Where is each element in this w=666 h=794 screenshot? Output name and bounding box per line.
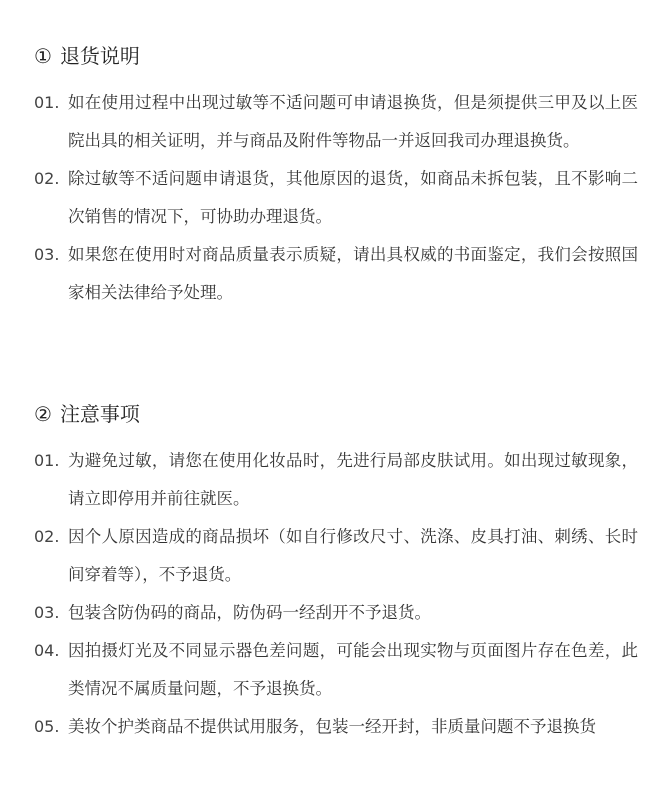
list-item [0, 442, 666, 518]
list-item [0, 708, 666, 746]
item-index: 05. [34, 717, 60, 736]
item-index: 02. [34, 527, 60, 546]
item-index: 03. [34, 245, 60, 264]
item-text: 如果您在使用时对商品质量表示质疑，请出具权威的书面鉴定，我们会按照国家相关法律给予处理。 [68, 245, 638, 302]
item-text: 如在使用过程中出现过敏等不适问题可申请退换货，但是须提供三甲及以上医院出具的相关证明，并与商品及附件等物品一并返回我司办理退换货。 [68, 93, 638, 150]
item-index: 01. [34, 451, 60, 470]
item-text: 包装含防伪码的商品，防伪码一经刮开不予退货。 [68, 603, 431, 622]
section-number: ② [34, 402, 52, 426]
item-index: 02. [34, 169, 60, 188]
section-item-list [0, 442, 666, 746]
item-index: 01. [34, 93, 60, 112]
section-title [0, 40, 666, 72]
item-index: 03. [34, 603, 60, 622]
section-title-text: 注意事项 [59, 402, 140, 426]
list-item [0, 236, 666, 312]
section-title [0, 398, 666, 430]
list-item [0, 160, 666, 236]
return-instructions-section [0, 40, 666, 312]
notes-section [0, 398, 666, 746]
item-text: 美妆个护类商品不提供试用服务，包装一经开封，非质量问题不予退换货 [68, 717, 596, 736]
list-item [0, 518, 666, 594]
item-text: 为避免过敏，请您在使用化妆品时，先进行局部皮肤试用。如出现过敏现象，请立即停用并前往就医。 [68, 451, 638, 508]
list-item [0, 594, 666, 632]
section-item-list [0, 84, 666, 312]
section-title-text: 退货说明 [59, 44, 140, 68]
list-item [0, 84, 666, 160]
item-index: 04. [34, 641, 60, 660]
list-item [0, 632, 666, 708]
item-text: 因拍摄灯光及不同显示器色差问题，可能会出现实物与页面图片存在色差，此类情况不属质量问题，不予退换货。 [68, 641, 638, 698]
section-number: ① [34, 44, 52, 68]
item-text: 除过敏等不适问题申请退货，其他原因的退货，如商品未拆包装，且不影响二次销售的情况下，可协助办理退货。 [68, 169, 638, 226]
item-text: 因个人原因造成的商品损坏（如自行修改尺寸、洗涤、皮具打油、刺绣、长时间穿着等），不予退货。 [68, 527, 638, 584]
